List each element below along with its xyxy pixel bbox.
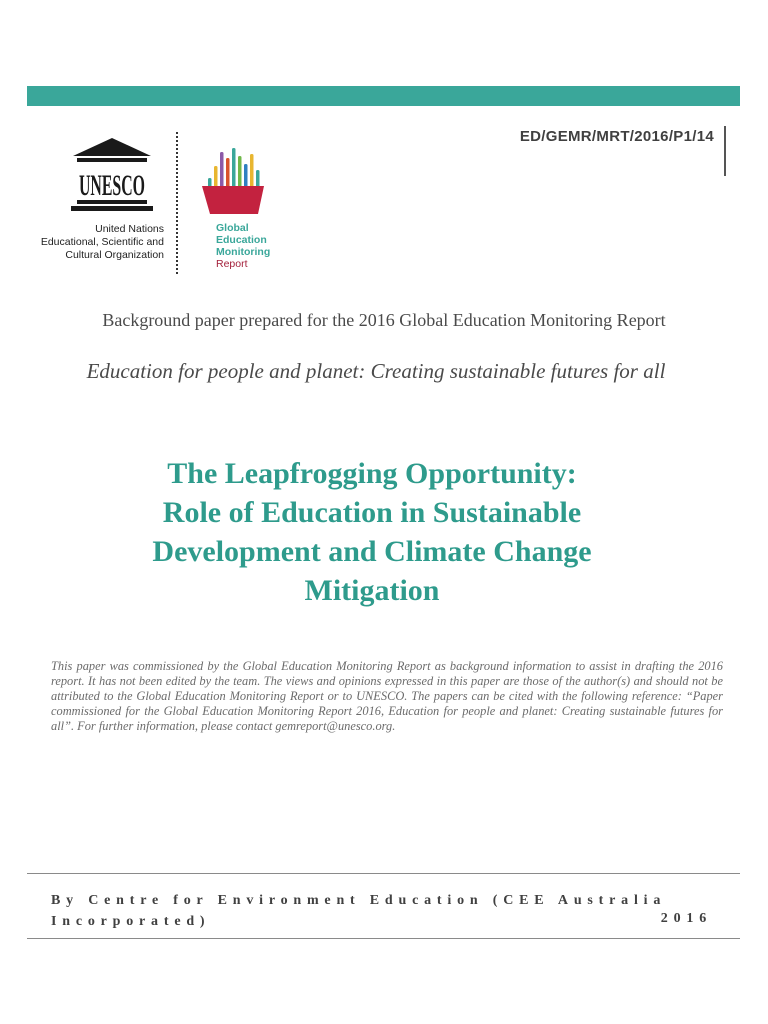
logo-divider (176, 132, 178, 274)
byline-top-rule (27, 873, 740, 874)
commission-disclaimer: This paper was commissioned by the Global Education Monitoring Report as background information to assist in drafting the 2016 report. It has not been edited by the team. The views and opinions expressed in this paper are those of the author(s) and should not be attributed to the Global Education Monitoring Report or to UNESCO. The papers can be cited with the following reference: “Paper commissioned for the Global Education Monitoring Report 2016, Education for people and planet: Creating sustainable futures for all”. For further information, please contact gemreport@unesco.org. (51, 659, 723, 733)
document-code: ED/GEMR/MRT/2016/P1/14 (519, 128, 714, 145)
author-byline: By Centre for Environment Education (CEE Australia Incorporated) (51, 893, 667, 929)
byline-bottom-rule (27, 938, 740, 939)
gem-bars-icon (202, 144, 282, 216)
publication-year: 2016 (660, 911, 712, 926)
document-code-divider (724, 126, 726, 176)
paper-title: The Leapfrogging Opportunity: Role of Education in Sustainable Development and Climate Change Mitigation (152, 457, 592, 607)
gem-base (202, 186, 264, 214)
gem-report-name: Global Education Monitoring Report (216, 222, 271, 270)
unesco-temple-icon (69, 136, 155, 216)
unesco-logo-letters: UNESCO (79, 169, 145, 202)
background-paper-line: Background paper prepared for the 2016 Global Education Monitoring Report (102, 310, 666, 330)
gem-report-logo (202, 144, 292, 221)
unesco-organization-name: United Nations Educational, Scientific and Cultural Organization (40, 223, 164, 261)
report-theme-line: Education for people and planet: Creating sustainable futures for all (86, 359, 666, 383)
top-accent-bar (27, 86, 740, 106)
